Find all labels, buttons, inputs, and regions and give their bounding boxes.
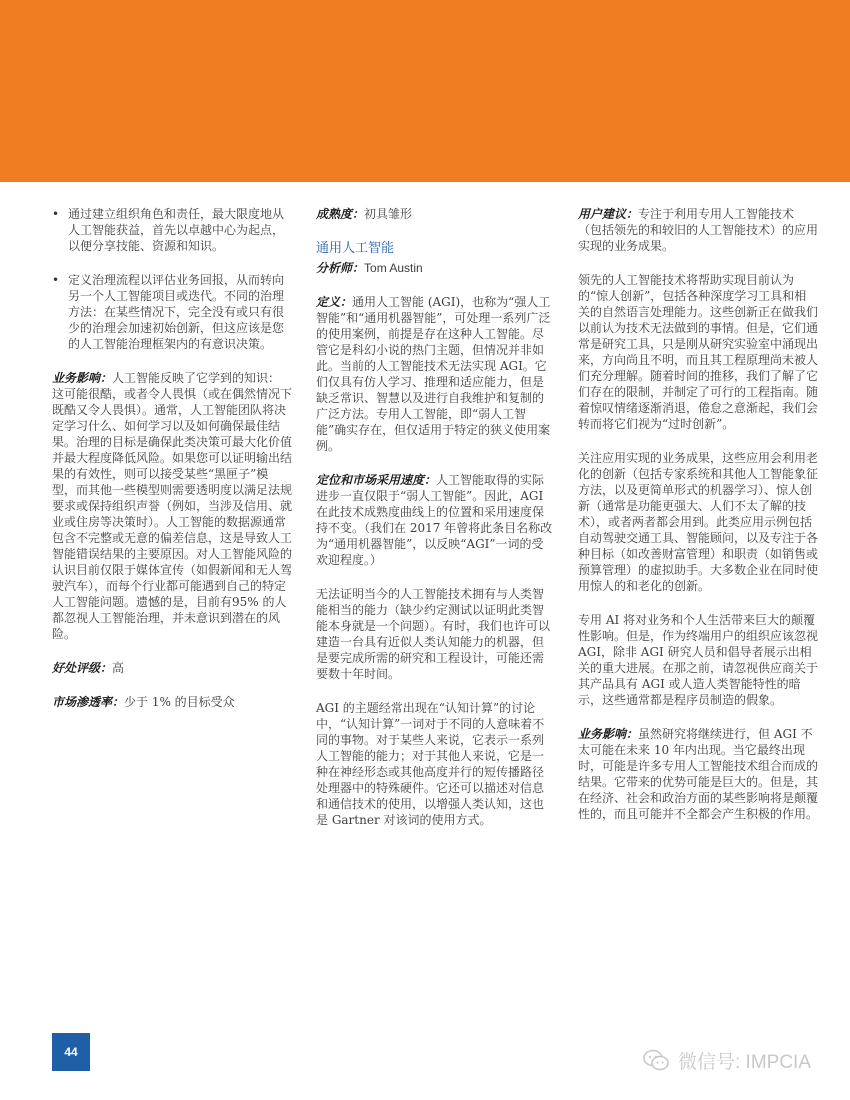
business-impact-text: 人工智能反映了它学到的知识：这可能很酷，或者令人畏惧（或在偶然情况下既酷又令人畏惧）。通常，人工智能团队将决定学习什么、如何学习以及如何确保最佳结果。治理的目标是确保此类决策可最大化价值并最大程度降低风险。如果您可以证明输出结果的有效性，则可以接受某些“黑匣子”模型，而其他一些模型则需要透明度以满足法规要求或保持组织声誉（例如，当涉及信用、就业或住房等决策时）。人工智能的数据源通常包含不完整或无意的偏差信息，这是导致人工智能错误结果的主要原因。对人工智能风险的认识目前仅限于媒体宣传（如假新闻和无人驾驶汽车），而每个行业都可能遇到自己的特定人工智能问题。遗憾的是，目前有95% 的人都忽视人工智能治理，并未意识到潜在的风险。 xyxy=(52,371,293,641)
user-advice-paragraph xyxy=(578,206,818,254)
wechat-id: 微信号: IMPCIA xyxy=(678,1051,812,1073)
maturity-value: 初具雏形 xyxy=(364,207,413,221)
cognitive-paragraph: AGI 的主题经常出现在“认知计算”的讨论中，“认知计算”一词对于不同的人意味着不同的事物。对于某些人来说，它表示一系列人工智能的能力；对于其他人来说，它是一种在神经形态或其他高度并行的短传播路径处理器中的特殊硬件。它还可以描述对信息和通信技术的使用，以增强人类认知，这也是 Gartner 对该词的使用方式。 xyxy=(316,701,545,827)
wechat-watermark xyxy=(642,1045,811,1075)
business-impact-text: 虽然研究将继续进行，但 AGI 不太可能在未来 10 年内出现。当它最终出现时，可能是许多专用人工智能技术组合而成的结果。它带来的优势可能是巨大的。但是，其在经济、社会和政治方面的某些影响将是颠覆性的，而且可能并不全都会产生积极的作用。 xyxy=(578,727,819,821)
business-impact-label: 业务影响： xyxy=(52,371,113,385)
business-impact-label: 业务影响： xyxy=(578,727,639,741)
column-middle xyxy=(316,206,554,846)
section-title: 通用人工智能 xyxy=(316,240,395,255)
specialized-ai-paragraph: 专用 AI 将对业务和个人生活带来巨大的颠覆性影响。但是，作为终端用户的组织应该忽视 AGI，除非 AGI 研究人员和倡导者展示出相关的重大进展。在那之前，请忽视供应商关于其产品具有 AGI 或人造人类智能特性的暗示，这些通常都是程序员制造的假象。 xyxy=(578,613,819,707)
page-number: 44 xyxy=(52,1033,90,1071)
market-penetration-value: 少于 1% 的目标受众 xyxy=(124,695,235,709)
market-penetration-label: 市场渗透率： xyxy=(52,695,125,709)
bullet-text: 通过建立组织角色和责任，最大限度地从人工智能获益，首先以卓越中心为起点，以便分享技能、资源和知识。 xyxy=(68,207,285,253)
wechat-icon xyxy=(642,1048,670,1072)
business-impact-paragraph xyxy=(52,370,292,642)
leading-tech-paragraph: 领先的人工智能技术将帮助实现目前认为的“惊人创新”，包括各种深度学习工具和相关的自然语言处理能力。这些创新正在做我们以前认为技术无法做到的事情。但是，它们通常是研究工具，只是刚从研究实验室中涌现出来，方向尚且不明，而且其工程原理尚未被人们充分理解。随着时间的推移，我们了解了它们存在的限制，并制定了可行的工程指南。随着惊叹情绪逐渐消退，倦怠之意渐起，我们会转而将它们视为“过时创新”。 xyxy=(578,273,819,431)
unproven-paragraph: 无法证明当今的人工智能技术拥有与人类智能相当的能力（缺少约定测试以证明此类智能本身就是一个问题）。有时，我们也许可以建造一台具有近似人类认知能力的机器，但是要完成所需的研究和工程设计，可能还需要数十年时间。 xyxy=(316,587,551,681)
header-banner xyxy=(0,0,850,182)
analyst-name: Tom Austin xyxy=(364,261,423,275)
column-right xyxy=(578,206,818,840)
position-label: 定位和市场采用速度： xyxy=(316,473,437,487)
maturity-label: 成熟度： xyxy=(316,207,365,221)
list-item xyxy=(52,272,292,352)
definition-label: 定义： xyxy=(316,295,353,309)
list-item xyxy=(52,206,292,254)
business-impact-paragraph xyxy=(578,726,818,822)
user-advice-label: 用户建议： xyxy=(578,207,639,221)
column-left xyxy=(52,206,292,728)
maturity xyxy=(316,206,554,222)
benefit-rating xyxy=(52,660,292,676)
definition-paragraph xyxy=(316,294,554,454)
bullet-text: 定义治理流程以评估业务回报，从而转向另一个人工智能项目或迭代。不同的治理方法：在某些情况下，完全没有或只有很少的治理会加速初始创新，但这应该是您的人工智能治理框架内的有意识决策。 xyxy=(68,273,285,351)
analyst-label: 分析师： xyxy=(316,261,365,275)
position-text: 人工智能取得的实际进步一直仅限于“弱人工智能”。因此，AGI 在此技术成熟度曲线上的位置和采用速度保持不变。（我们在 2017 年曾将此条目名称改为“通用机器智能”，以反映“AGI”一词的受欢迎程度。） xyxy=(316,473,553,567)
position-paragraph xyxy=(316,472,554,568)
bullet-icon: • xyxy=(52,207,60,221)
benefit-rating-value: 高 xyxy=(112,661,125,675)
analyst xyxy=(316,260,554,276)
focus-outcomes-paragraph: 关注应用实现的业务成果，这些应用会利用老化的创新（包括专家系统和其他人工智能象征方法，以及更简单形式的机器学习）、惊人创新（通常是功能更强大、人们不太了解的技术），或者两者都会用到。此类应用示例包括自动驾驶交通工具、智能顾问，以及专注于各种目标（如改善财富管理）和职责（如销售或预算管理）的虚拟助手。大多数企业在同时使用惊人的和老化的创新。 xyxy=(578,451,819,593)
benefit-rating-label: 好处评级： xyxy=(52,661,113,675)
bullet-icon: • xyxy=(52,273,60,287)
market-penetration xyxy=(52,694,292,710)
definition-text: 通用人工智能 (AGI)，也称为“强人工智能”和“通用机器智能”，可处理一系列广泛的使用案例，前提是存在这种人工智能。尽管它是科幻小说的热门主题，但情况并非如此。当前的人工智能技术无法实现 AGI。它们仅具有仿人学习、推理和适应能力，但是缺乏常识、智慧以及进行自我维护和复制的广泛方法。专用人工智能，即“弱人工智能”确实存在，但仅适用于特定的狭义使用案例。 xyxy=(316,295,551,453)
user-advice-text: 专注于利用专用人工智能技术（包括领先的和较旧的人工智能技术）的应用实现的业务成果。 xyxy=(578,207,819,253)
